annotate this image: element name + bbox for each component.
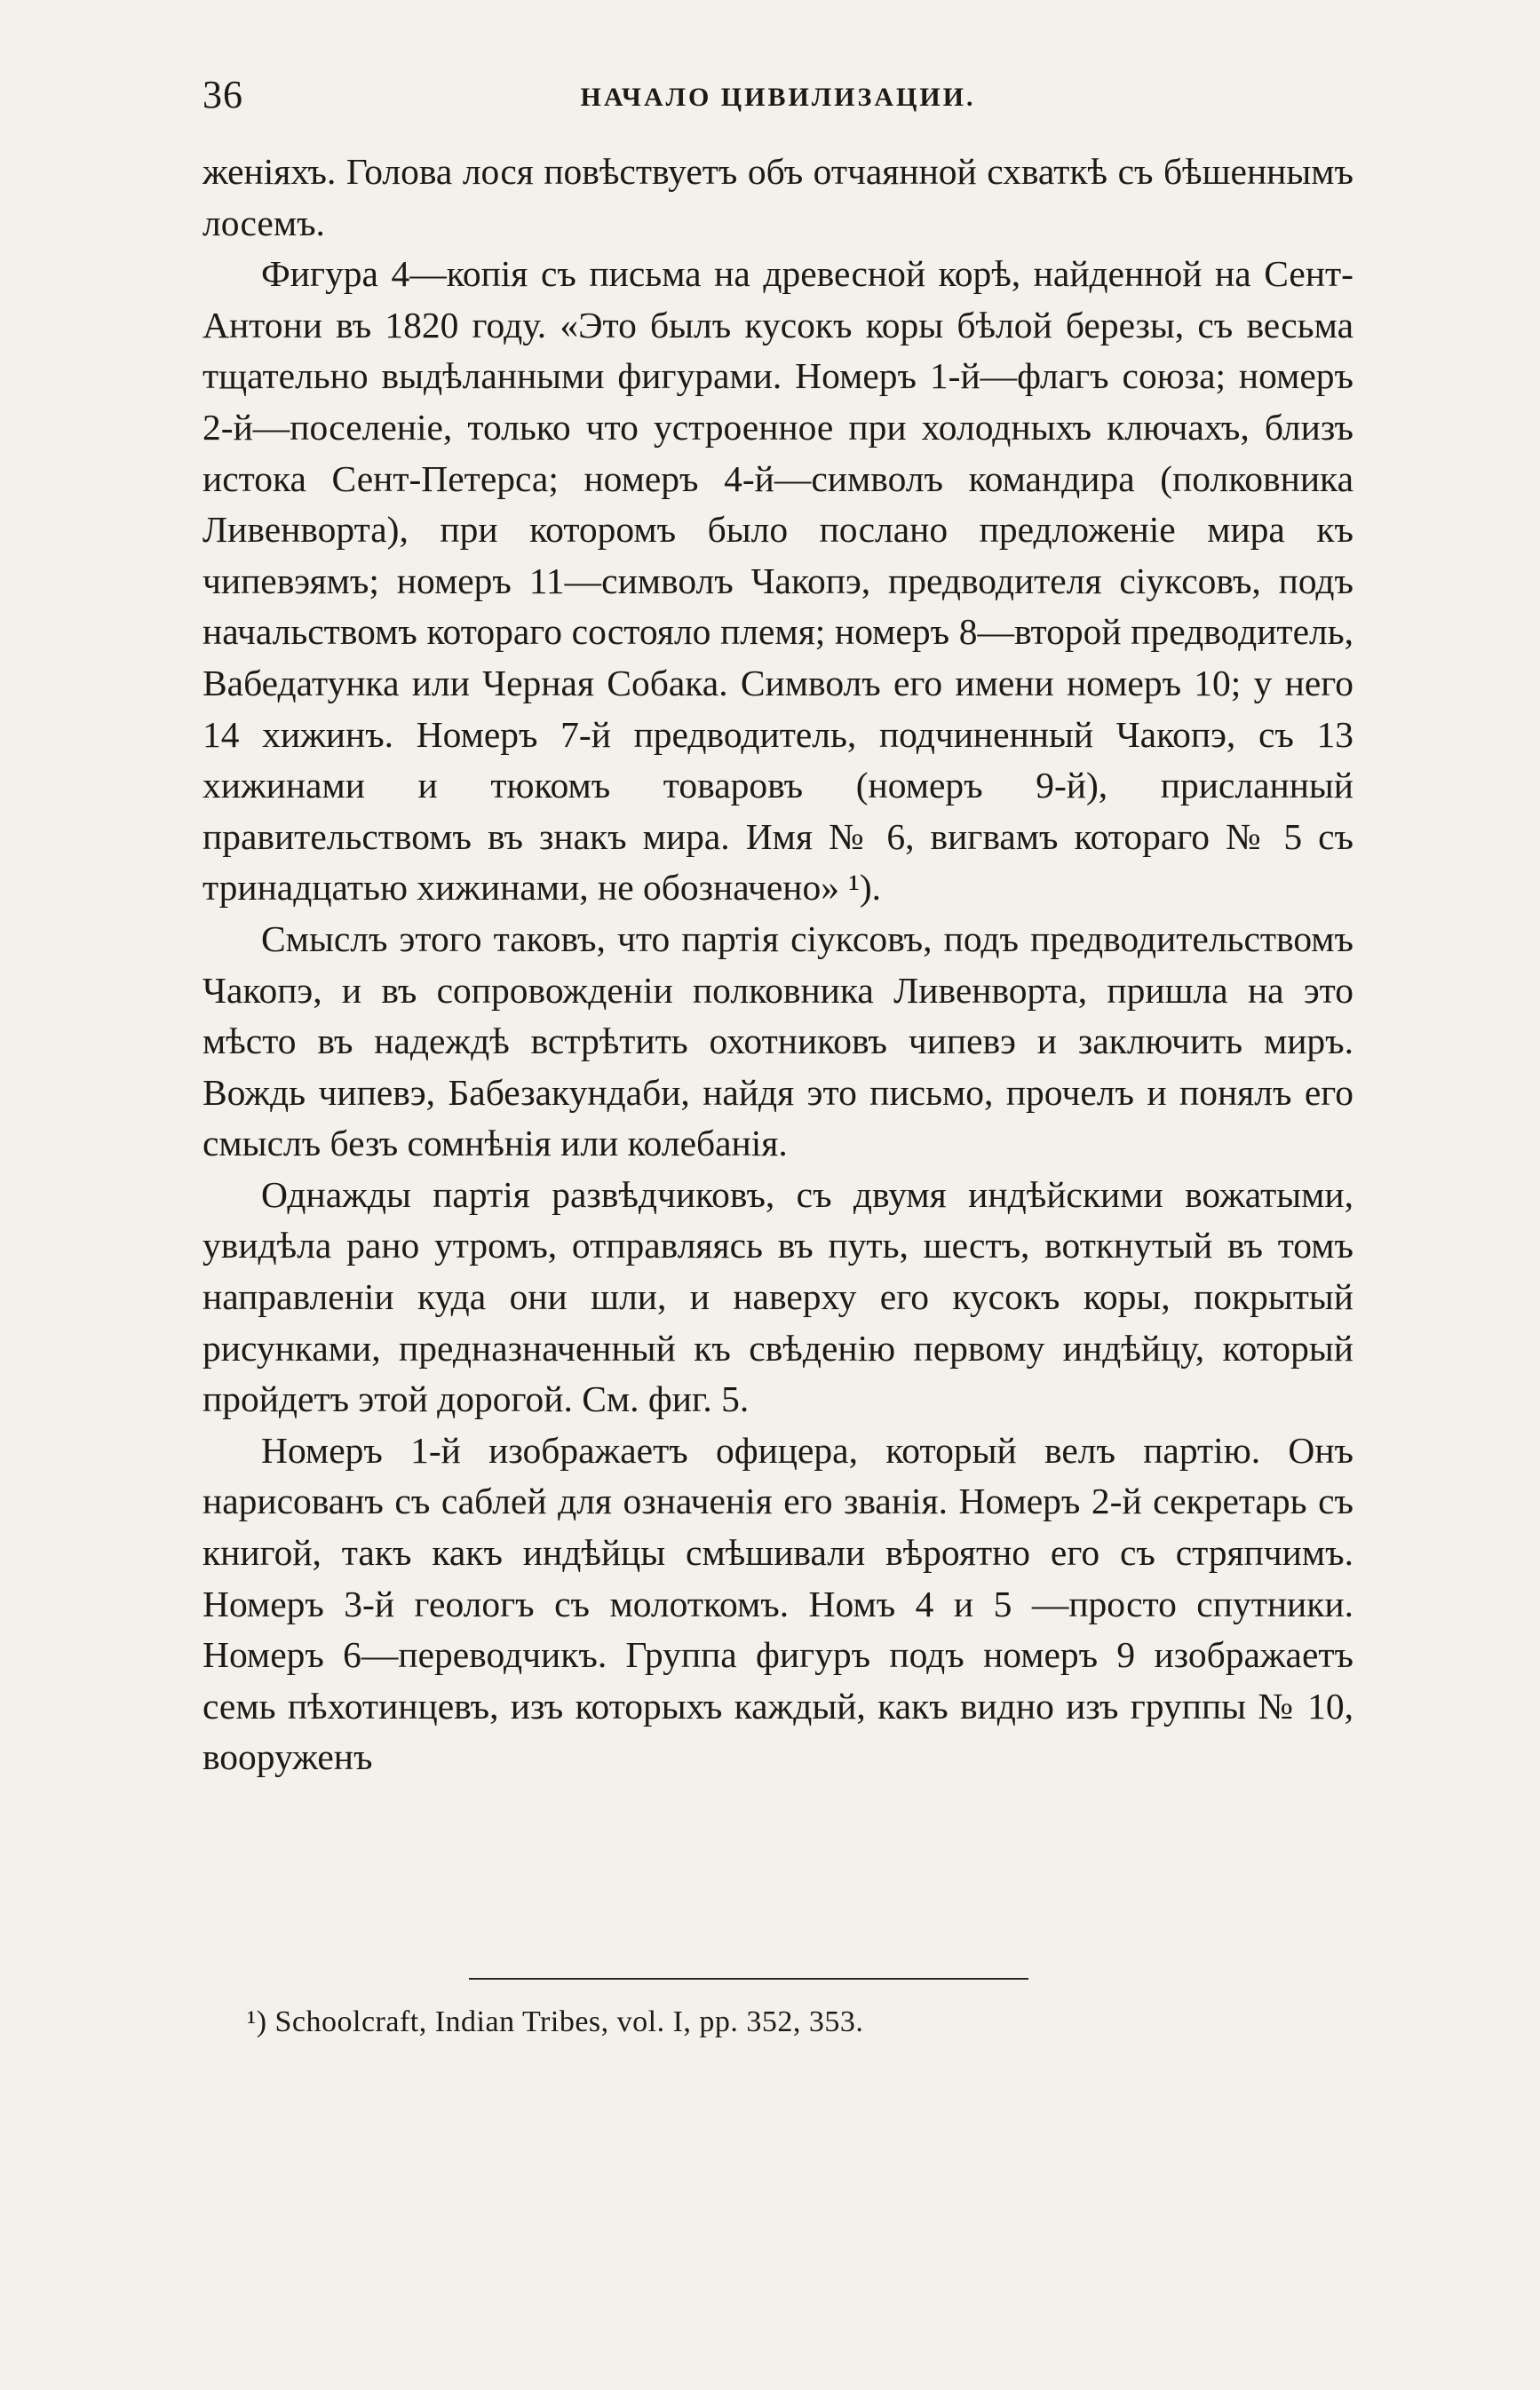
footnote: ¹) Schoolcraft, Indian Tribes, vol. I, pp. 352, 353.	[247, 2005, 864, 2038]
paragraph-scouts: Однажды партія развѣдчиковъ, съ двумя индѣйскими вожатыми, увидѣла рано утромъ, отправляясь въ путь, шестъ, воткнутый въ томъ направленіи куда они шли, и наверху его кусокъ коры, покрытый рисунками, предназначенный къ свѣденію первому индѣйцу, который пройдетъ этой дорогой. См. фиг. 5.	[202, 1173, 1353, 1420]
running-title: НАЧАЛО ЦИВИЛИЗАЦИИ.	[580, 83, 976, 112]
footnote-divider	[469, 1978, 1028, 1980]
page-number: 36	[202, 73, 243, 116]
paragraph-figure-5-numbers: Номеръ 1-й изображаетъ офицера, который велъ партію. Онъ нарисованъ съ саблей для означенія его званія. Номеръ 2-й секретарь съ книгой, такъ какъ индѣйцы смѣшивали вѣроятно его съ стряпчимъ. Номеръ 3-й геологъ съ молоткомъ. Номъ 4 и 5 —просто спутники. Номеръ 6—переводчикъ. Группа фигуръ подъ номеръ 9 изображаетъ семь пѣхотинцевъ, изъ которыхъ каждый, какъ видно изъ группы № 10, вооруженъ	[202, 1429, 1353, 1778]
running-head	[202, 64, 1353, 126]
paragraph-meaning: Смыслъ этого таковъ, что партія сіуксовъ, подъ предводительствомъ Чакопэ, и въ сопровожденіи полковника Ливенворта, пришла на это мѣсто въ надеждѣ встрѣтить охотниковъ чипевэ и заключить миръ. Вождь чипевэ, Бабезакундаби, найдя это письмо, прочелъ и понялъ его смыслъ безъ сомнѣнія или колебанія.	[202, 917, 1353, 1164]
paragraph-continuation: женіяхъ. Голова лося повѣствуетъ объ отчаянной схваткѣ съ бѣшеннымъ лосемъ.	[202, 151, 1353, 243]
body-text	[202, 147, 1353, 1783]
paragraph-figure-4: Фигура 4—копія съ письма на древесной корѣ, найденной на Сент-Антони въ 1820 году. «Это былъ кусокъ коры бѣлой березы, съ весьма тщательно выдѣланными фигурами. Номеръ 1-й—флагъ союза; номеръ 2-й—поселеніе, только что устроенное при холодныхъ ключахъ, близъ истока Сент-Петерса; номеръ 4-й—символъ командира (полковника Ливенворта), при которомъ было послано предложеніе мира къ чипевэямъ; номеръ 11—символъ Чакопэ, предводителя сіуксовъ, подъ начальствомъ котораго состояло племя; номеръ 8—второй предводитель, Вабедатунка или Черная Собака. Символъ его имени номеръ 10; у него 14 хижинъ. Номеръ 7-й предводитель, подчиненный Чакопэ, съ 13 хижинами и тюкомъ товаровъ (номеръ 9-й), присланный правительствомъ въ знакъ мира. Имя № 6, вигвамъ котораго № 5 съ тринадцатью хижинами, не обозначено» ¹).	[202, 253, 1353, 909]
